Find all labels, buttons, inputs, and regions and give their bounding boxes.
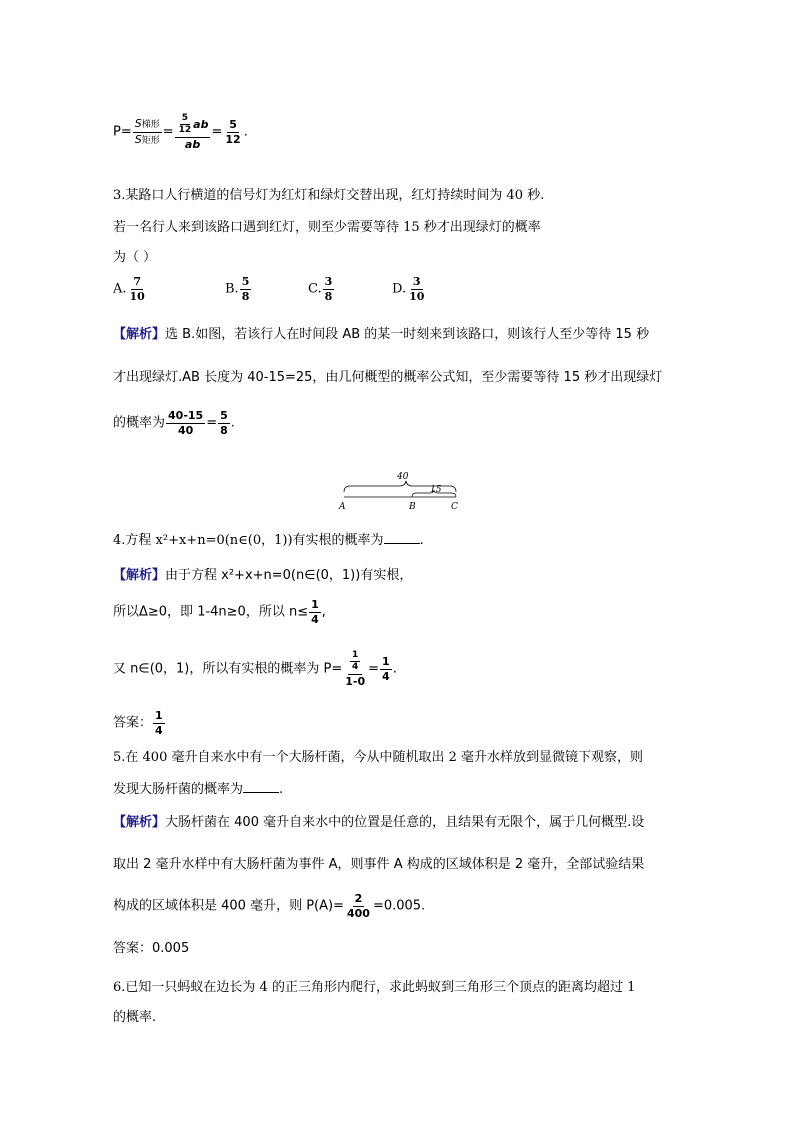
q5-stem-line2: 发现大肠杆菌的概率为 . (113, 779, 283, 799)
q3-stem-line3: 为（ ） (113, 250, 157, 265)
q5-analysis-line3: 构成的区域体积是 400 毫升，则 P(A)= $\frac{2}{400}$ =0.005. (113, 892, 426, 920)
segment-diagram (330, 466, 470, 514)
q5-analysis-line2: 取出 2 毫升水样中有大肠杆菌为事件 A，则事件 A 构成的区域体积是 2 毫升，全部试验结果 (113, 857, 645, 872)
ab-fraction: $\frac{5}{12}$ ab ab (175, 114, 211, 150)
q3-analysis-line3: 的概率为 $\frac{40-15}{40}$ = $\frac{5}{8}$ . (113, 409, 235, 437)
q6-stem-line1: 6.已知一只蚂蚁在边长为 4 的正三角形内爬行，求此蚂蚁到三角形三个顶点的距离均超过 1 (113, 980, 636, 995)
answer-blank (243, 779, 279, 793)
q3-option-b: B. $\frac{5}{8}$ (225, 275, 250, 303)
q3-option-d: D. $\frac{3}{10}$ (392, 275, 425, 303)
answer-blank (384, 530, 420, 544)
q4-stem: 4.方程 x²+x+n=0(n∈(0，1))有实根的概率为 . (113, 530, 424, 550)
point-c-label: C (451, 502, 458, 512)
segment-length-label: 15 (430, 485, 442, 495)
q3-analysis-line1: 【解析】选 B.如图，若该行人在时间段 AB 的某一时刻来到该路口，则该行人至少等待 15 秒 (113, 327, 650, 342)
q4-analysis-line1: 【解析】由于方程 x²+x+n=0(n∈(0，1))有实根， (113, 568, 413, 583)
q3-stem-line1: 3.某路口人行横道的信号灯为红灯和绿灯交替出现，红灯持续时间为 40 秒. (113, 188, 545, 203)
probability-formula: P= $\frac{\text{S梯形}}{\text{S矩形}}$ = $\frac{5}{12}$ ab ab = $\frac{5}{12}$ . (113, 113, 248, 151)
total-length-label: 40 (397, 472, 409, 482)
q3-stem-line2: 若一名行人来到该路口遇到红灯，则至少需要等待 15 秒才出现绿灯的概率 (113, 220, 541, 235)
q4-analysis-line2: 所以Δ≥0，即 1-4n≥0，所以 n≤ $\frac{1}{4}$ , (113, 598, 326, 626)
q5-analysis-line1: 【解析】大肠杆菌在 400 毫升自来水中的位置是任意的，且结果有无限个，属于几何概型.设 (113, 815, 645, 830)
result-fraction: $\frac{5}{12}$ (225, 118, 241, 146)
point-a-label: A (339, 502, 346, 512)
analysis-tag: 【解析】 (113, 815, 166, 830)
area-ratio-fraction: $\frac{\text{S梯形}}{\text{S矩形}}$ (134, 117, 160, 146)
q3-option-a: A. $\frac{7}{10}$ (113, 275, 145, 303)
q4-answer: 答案： $\frac{1}{4}$ (113, 709, 163, 737)
q5-stem-line1: 5.在 400 毫升自来水中有一个大肠杆菌，今从中随机取出 2 毫升水样放到显微镜下观察，则 (113, 750, 644, 765)
analysis-tag: 【解析】 (113, 568, 166, 583)
analysis-tag: 【解析】 (113, 327, 166, 342)
q3-option-c: C. $\frac{3}{8}$ (308, 275, 333, 303)
point-b-label: B (409, 502, 416, 512)
q4-analysis-line3: 又 n∈(0，1)，所以有实根的概率为 P= $\frac{\frac{1}{4}}{1-0}$ = $\frac{1}{4}$ . (113, 650, 397, 688)
q3-analysis-line2: 才出现绿灯.AB 长度为 40-15=25，由几何概型的概率公式知，至少需要等待 15 秒才出现绿灯 (113, 370, 663, 385)
q6-stem-line2: 的概率. (113, 1010, 157, 1025)
q5-answer: 答案：0.005 (113, 941, 190, 956)
